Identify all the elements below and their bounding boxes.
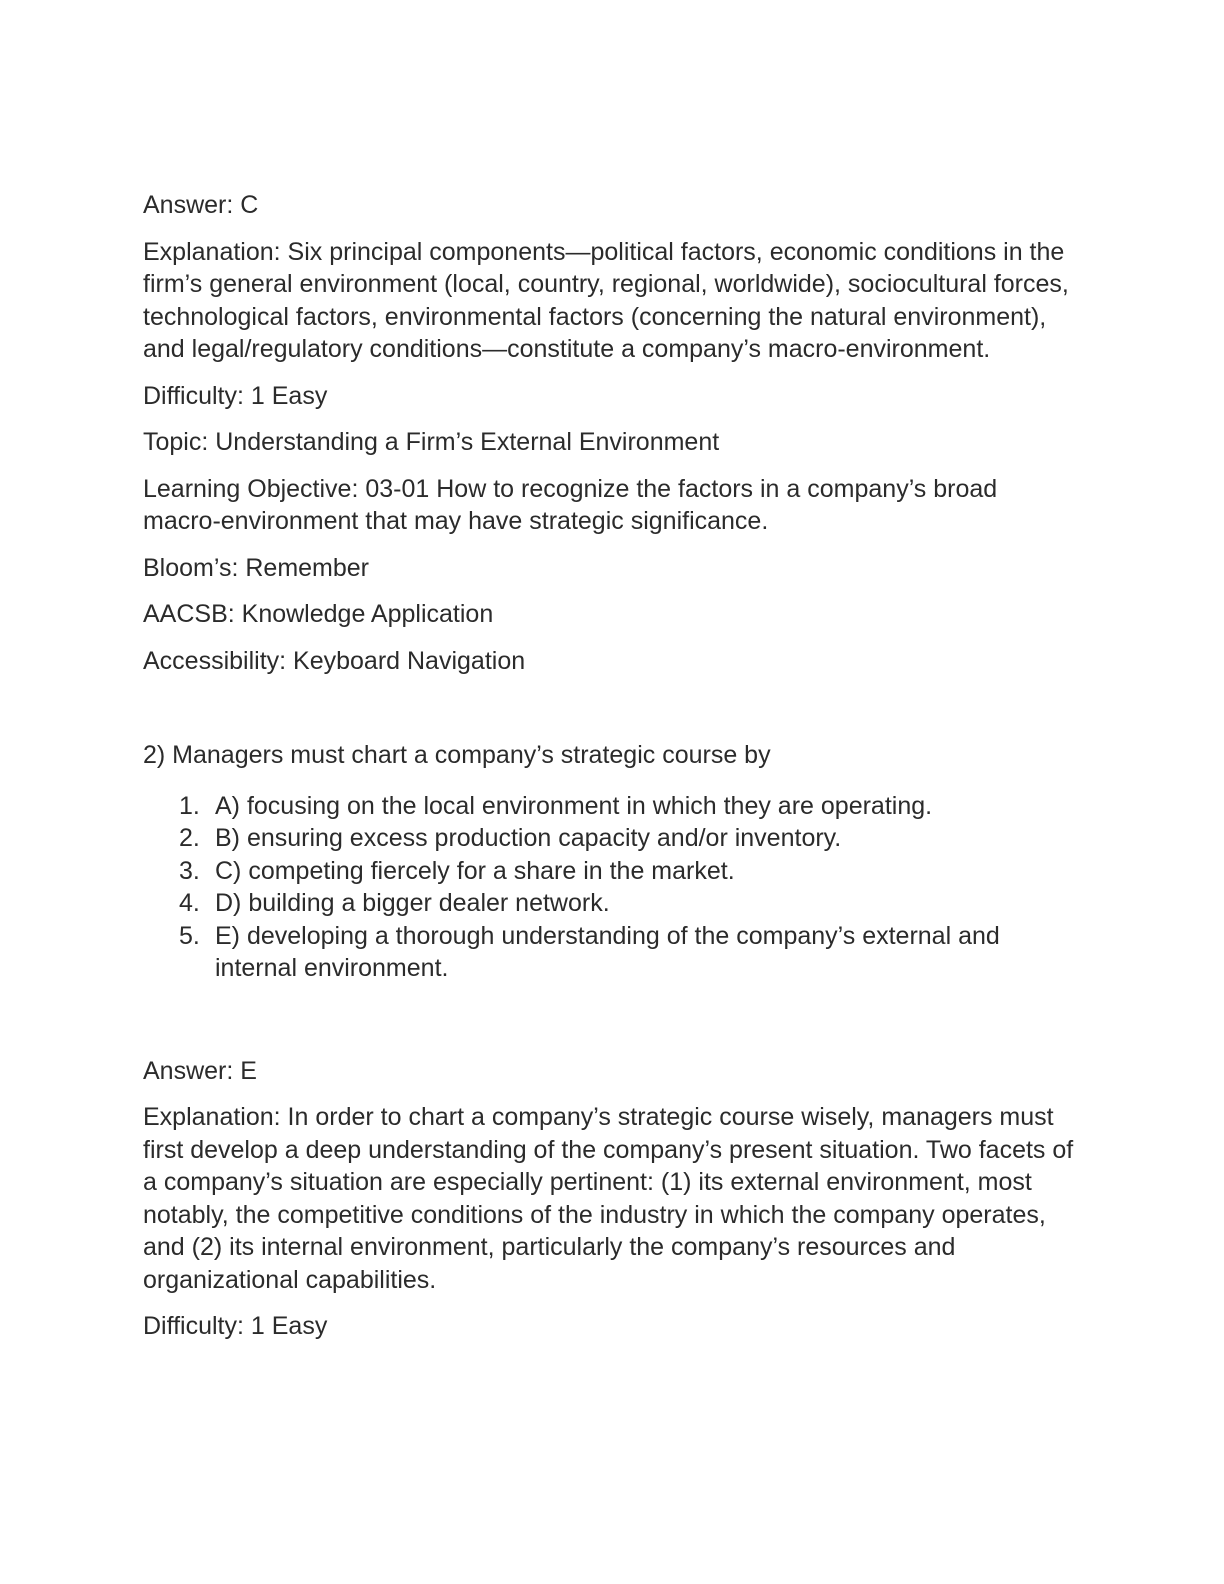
option-text: A) focusing on the local environment in which they are operating. [215, 791, 933, 820]
difficulty-line: Difficulty: 1 Easy [143, 381, 328, 410]
question-stem: 2) Managers must chart a company’s strategic course by [143, 741, 771, 769]
option-number: 1. [179, 791, 200, 820]
list-item [179, 822, 1078, 855]
answer-options-list [143, 790, 1078, 985]
option-text: B) ensuring excess production capacity and/or inventory. [215, 824, 842, 852]
topic-line: Topic: Understanding a Firm’s External Environment [143, 428, 720, 456]
option-text: E) developing a thorough understanding of the company’s external and internal environment. [215, 921, 1000, 982]
answer-line: Answer: C [143, 191, 259, 219]
option-number: 4. [179, 889, 200, 917]
learning-objective-line: Learning Objective: 03-01 How to recognize the factors in a company’s broad macro-environment that may have strategic significance. [143, 474, 998, 535]
list-item [179, 855, 1078, 888]
difficulty-line: Difficulty: 1 Easy [143, 1312, 328, 1340]
blooms-line: Bloom’s: Remember [143, 553, 370, 582]
option-text: C) competing fiercely for a share in the market. [215, 856, 735, 885]
list-item [179, 887, 1078, 920]
explanation-paragraph: Explanation: Six principal components—political factors, economic conditions in the firm’s general environment (local, country, regional, worldwide), sociocultural forces, technological factors, environmental factors (concerning the natural environment), and legal/regulatory conditions—constitute a company’s macro-environment. [143, 237, 1069, 363]
aacsb-line: AACSB: Knowledge Application [143, 600, 494, 628]
list-item [179, 790, 1078, 823]
explanation-paragraph: Explanation: In order to chart a company’s strategic course wisely, managers must first develop a deep understanding of the company’s present situation. Two facets of a company’s situation are especially pertinent: (1) its external environment, most notably, the competitive conditions of the industry in which the company operates, and (2) its internal environment, particularly the company’s resources and organizational capabilities. [143, 1103, 1074, 1294]
accessibility-line: Accessibility: Keyboard Navigation [143, 646, 526, 675]
option-number: 5. [179, 921, 200, 950]
option-text: D) building a bigger dealer network. [215, 889, 610, 917]
list-item [179, 920, 1078, 985]
answer-line: Answer: E [143, 1056, 257, 1085]
option-number: 2. [179, 824, 200, 852]
option-number: 3. [179, 856, 200, 885]
document-page [143, 189, 1078, 1357]
